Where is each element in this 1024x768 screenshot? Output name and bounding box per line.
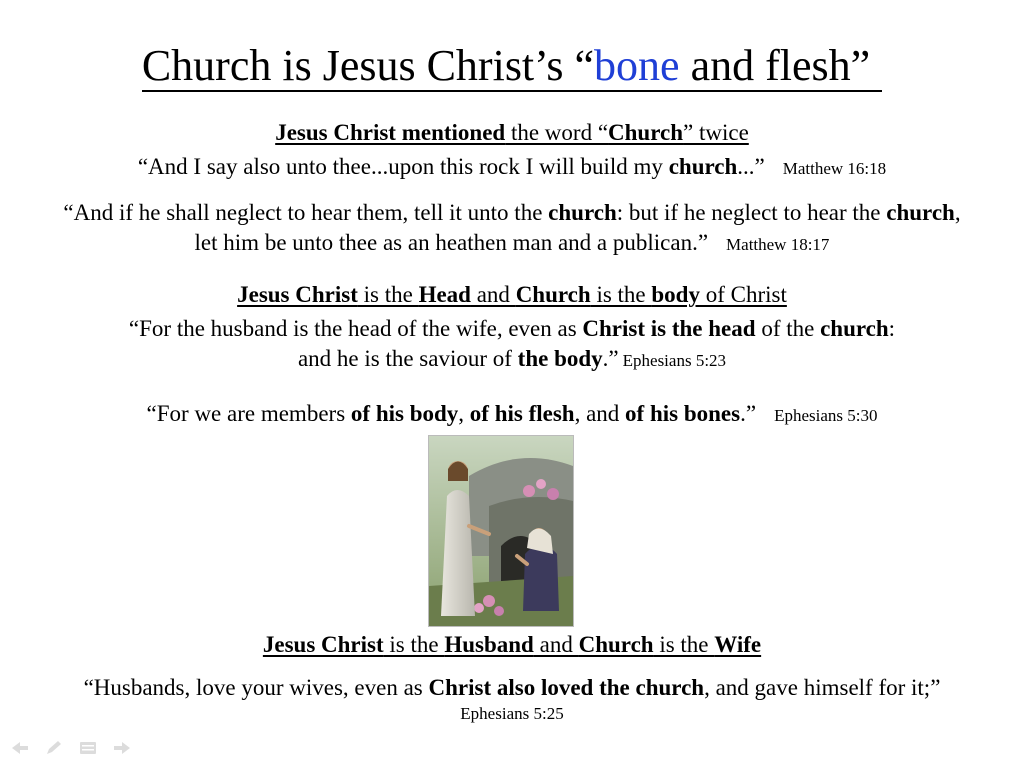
- quote-ephesians-5-30: “For we are members of his body, of his flesh, and of his bones.” Ephesians 5:30: [146, 401, 878, 426]
- arrow-right-icon[interactable]: [112, 740, 132, 756]
- section2-heading: Jesus Christ is the Head and Church is the body of Christ: [237, 282, 787, 307]
- title-blue-word: bone: [594, 41, 691, 90]
- reference: Ephesians 5:23: [622, 351, 727, 370]
- pen-icon[interactable]: [44, 740, 64, 756]
- painting-image: [428, 435, 574, 627]
- title-part2: and flesh”: [690, 41, 871, 90]
- title-part1: Church is Jesus Christ’s “: [141, 41, 595, 90]
- quote-ephesians-5-23-line1: “For the husband is the head of the wife, even as Christ is the head of the church:: [128, 316, 896, 341]
- section3-heading: Jesus Christ is the Husband and Church is the Wife: [262, 632, 762, 657]
- reference: Ephesians 5:30: [774, 406, 878, 425]
- menu-icon[interactable]: [78, 740, 98, 756]
- quote-matthew-18-17-line1: “And if he shall neglect to hear them, tell it unto the church: but if he neglect to hear the church,: [63, 200, 961, 225]
- quote-matthew-16-18: “And I say also unto thee...upon this rock I will build my church...” Matthew 16:18: [137, 154, 887, 179]
- reference: Matthew 16:18: [782, 159, 887, 178]
- section1-heading: Jesus Christ mentioned the word “Church” twice: [275, 120, 749, 145]
- quote-ephesians-5-25: “Husbands, love your wives, even as Christ also loved the church, and gave himself for it;”: [83, 675, 941, 700]
- quote-ephesians-5-23-line2: and he is the saviour of the body.” Ephesians 5:23: [297, 346, 727, 371]
- reference: Matthew 18:17: [726, 235, 830, 254]
- reference-ephesians-5-25: Ephesians 5:25: [460, 704, 564, 723]
- slide-nav: [10, 738, 132, 758]
- arrow-left-icon[interactable]: [10, 740, 30, 756]
- quote-matthew-18-17-line2: let him be unto thee as an heathen man and a publican.” Matthew 18:17: [194, 230, 830, 255]
- slide-title: [0, 40, 1024, 92]
- painting-jesus-and-mary-icon: [429, 436, 573, 626]
